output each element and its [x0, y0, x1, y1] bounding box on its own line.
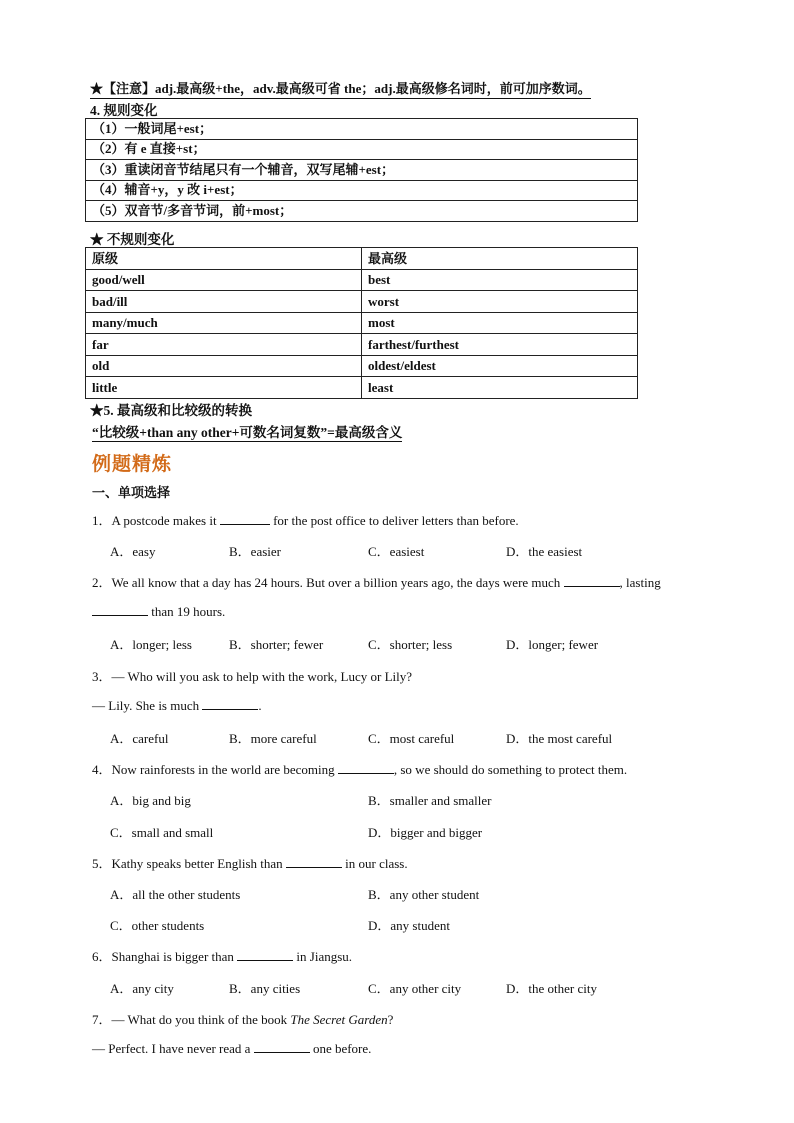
superlative-cell: most [362, 312, 638, 334]
table-row [86, 355, 638, 377]
question-number: 2． [92, 575, 112, 590]
option-c[interactable]: C．small and small [110, 825, 214, 840]
option-b[interactable]: B．easier [229, 544, 281, 559]
option-b[interactable]: B．smaller and smaller [368, 793, 492, 808]
header-cell: 原级 [86, 248, 362, 270]
question-text: in our class. [341, 856, 408, 871]
option-d[interactable]: D．the easiest [506, 544, 583, 559]
question-5 [92, 853, 408, 872]
question-number: 5． [92, 856, 112, 871]
superlative-cell: worst [362, 291, 638, 313]
answer-blank[interactable] [220, 512, 270, 525]
option-c[interactable]: C．most careful [368, 731, 455, 746]
option-b[interactable]: B．more careful [229, 731, 317, 746]
option-d[interactable]: D．the other city [506, 981, 597, 996]
table-row [86, 377, 638, 399]
base-form-cell: many/much [86, 312, 362, 334]
table-row [86, 201, 638, 222]
question-text: A postcode makes it [111, 513, 220, 528]
question-text: Now rainforests in the world are becoming [111, 762, 338, 777]
rule-cell: （5）双音节/多音节词，前+most； [86, 201, 638, 222]
question-text: one before. [309, 1041, 372, 1056]
header-cell: 最高级 [362, 248, 638, 270]
question-number: 7． [92, 1012, 112, 1027]
question-number: 1． [92, 513, 112, 528]
option-d[interactable]: D．bigger and bigger [368, 825, 483, 840]
table-row [86, 334, 638, 356]
part-title: 一、单项选择 [92, 485, 171, 500]
option-a[interactable]: A．big and big [110, 793, 191, 808]
question-3 [92, 666, 412, 685]
option-d[interactable]: D．the most careful [506, 731, 613, 746]
regular-changes-title: 4. 规则变化 [90, 103, 158, 118]
examples-heading: 例题精炼 [92, 453, 173, 475]
option-c[interactable]: C．easiest [368, 544, 425, 559]
superlative-note: ★【注意】adj.最高级+the，adv.最高级可省 the；adj.最高级修名词时，前可加序数词。 [90, 78, 591, 99]
question-3-answer-line [92, 697, 262, 714]
table-row [86, 269, 638, 291]
option-d[interactable]: D．longer; fewer [506, 637, 599, 652]
question-text: We all know that a day has 24 hours. But over a billion years ago, the days were much [111, 575, 564, 590]
option-b[interactable]: B．any cities [229, 981, 301, 996]
answer-blank[interactable] [237, 948, 293, 961]
option-a[interactable]: A．careful [110, 731, 169, 746]
question-text: , so we should do something to protect them. [393, 762, 628, 777]
question-text: — Perfect. I have never read a [92, 1041, 254, 1056]
question-2-continued [92, 603, 225, 620]
base-form-cell: far [86, 334, 362, 356]
table-row [86, 180, 638, 201]
table-row [86, 160, 638, 181]
question-1 [92, 510, 519, 529]
base-form-cell: bad/ill [86, 291, 362, 313]
rule-cell: （3）重读闭音节结尾只有一个辅音，双写尾辅+est； [86, 160, 638, 181]
question-text: . [258, 698, 262, 713]
question-7-answer-line [92, 1040, 371, 1057]
rule-cell: （4）辅音+y，y 改 i+est； [86, 180, 638, 201]
question-number: 6． [92, 949, 112, 964]
table-header-row [86, 248, 638, 270]
answer-blank[interactable] [564, 574, 620, 587]
question-text: in Jiangsu. [293, 949, 353, 964]
question-7 [92, 1009, 393, 1028]
answer-blank[interactable] [92, 603, 148, 616]
table-row [86, 139, 638, 160]
option-a[interactable]: A．any city [110, 981, 174, 996]
question-number: 3． [92, 669, 112, 684]
superlative-cell: best [362, 269, 638, 291]
question-text: Shanghai is bigger than [111, 949, 238, 964]
irregular-forms-table [85, 247, 638, 399]
question-text: — What do you think of the book [111, 1012, 291, 1027]
question-text: than 19 hours. [148, 604, 226, 619]
book-title: The Secret Garden [290, 1012, 388, 1027]
base-form-cell: little [86, 377, 362, 399]
option-a[interactable]: A．longer; less [110, 637, 192, 652]
question-6 [92, 946, 352, 965]
superlative-cell: oldest/eldest [362, 355, 638, 377]
question-text: , lasting [619, 575, 661, 590]
answer-blank[interactable] [338, 761, 394, 774]
question-text: ? [387, 1012, 394, 1027]
option-b[interactable]: B．shorter; fewer [229, 637, 324, 652]
rule-cell: （1）一般词尾+est； [86, 119, 638, 140]
superlative-cell: least [362, 377, 638, 399]
table-row [86, 312, 638, 334]
conversion-formula: “比较级+than any other+可数名词复数”=最高级含义 [92, 421, 402, 442]
superlative-cell: farthest/furthest [362, 334, 638, 356]
question-text: Kathy speaks better English than [111, 856, 286, 871]
base-form-cell: old [86, 355, 362, 377]
base-form-cell: good/well [86, 269, 362, 291]
rule-cell: （2）有 e 直接+st； [86, 139, 638, 160]
question-number: 4． [92, 762, 112, 777]
question-4 [92, 759, 627, 778]
question-text: — Who will you ask to help with the work, Lucy or Lily? [111, 669, 413, 684]
answer-blank[interactable] [286, 855, 342, 868]
option-b[interactable]: B．any other student [368, 887, 480, 902]
question-2 [92, 572, 661, 591]
option-c[interactable]: C．any other city [368, 981, 462, 996]
answer-blank[interactable] [254, 1040, 310, 1053]
irregular-changes-title: ★ 不规则变化 [90, 232, 175, 247]
question-text: — Lily. She is much [92, 698, 203, 713]
conversion-title: ★5. 最高级和比较级的转换 [90, 403, 252, 418]
option-d[interactable]: D．any student [368, 918, 450, 933]
regular-rules-table [85, 118, 638, 222]
table-row [86, 119, 638, 140]
option-a[interactable]: A．easy [110, 544, 156, 559]
option-a[interactable]: A．all the other students [110, 887, 241, 902]
answer-blank[interactable] [202, 697, 258, 710]
option-c[interactable]: C．shorter; less [368, 637, 453, 652]
option-c[interactable]: C．other students [110, 918, 205, 933]
table-row [86, 291, 638, 313]
question-text: for the post office to deliver letters than before. [269, 513, 519, 528]
